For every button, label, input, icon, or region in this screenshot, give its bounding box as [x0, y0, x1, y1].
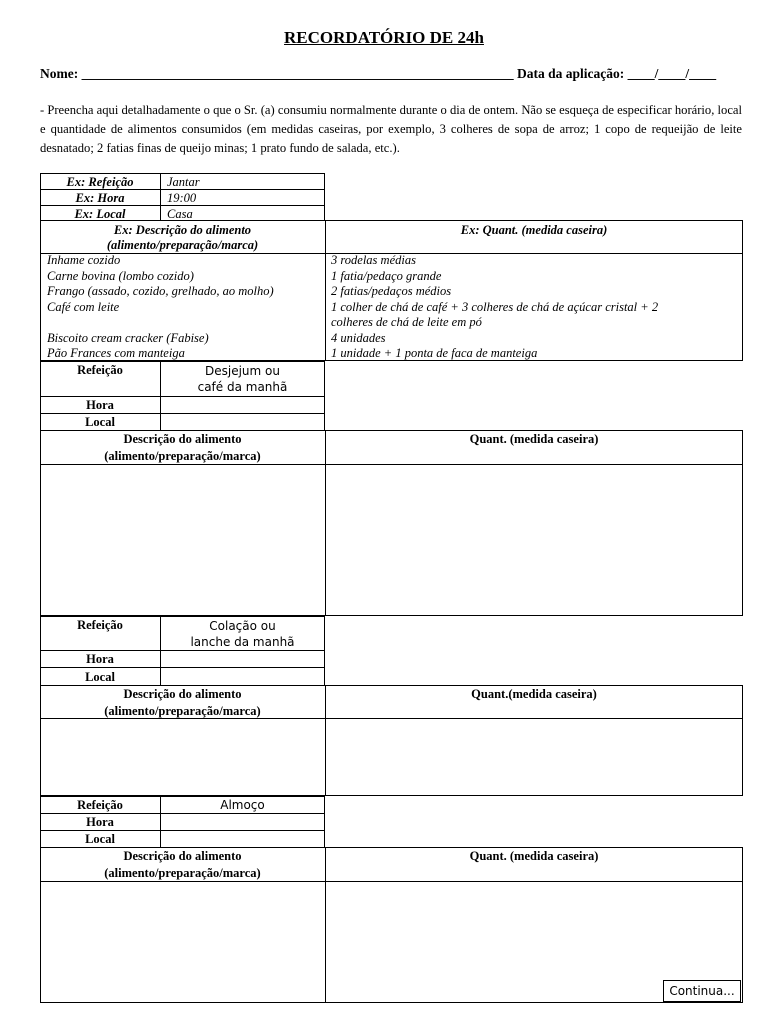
nome-label: Nome: [40, 66, 79, 81]
example-quantity-item: 1 unidade + 1 ponta de faca de manteiga [331, 346, 538, 360]
example-food-item: Pão Frances com manteiga [47, 346, 185, 360]
example-quantities-list [331, 253, 658, 362]
refeicao-label: Refeição [77, 618, 123, 632]
hora-input[interactable] [161, 814, 324, 830]
desc-header-2: (alimento/preparação/marca) [104, 449, 261, 463]
hora-label: Hora [86, 652, 114, 666]
page-title: RECORDATÓRIO DE 24h [284, 28, 484, 47]
quant-input-area[interactable] [326, 719, 742, 795]
local-input[interactable] [161, 831, 324, 847]
example-quant-header: Ex: Quant. (medida caseira) [460, 223, 608, 237]
desc-header-1: Descrição do alimento [123, 432, 242, 446]
continua-box: Continua... [663, 980, 741, 1002]
example-quantity-item: 1 colher de chá de café + 3 colheres de chá de açúcar cristal + 2 [331, 299, 659, 314]
desc-input-area[interactable] [41, 882, 324, 1002]
data-aplicacao-label: Data da aplicação: [516, 66, 625, 81]
example-local-value: Casa [167, 207, 193, 221]
example-desc-header-2: (alimento/preparação/marca) [106, 238, 259, 252]
example-food-item: Biscoito cream cracker (Fabise) [47, 330, 209, 345]
local-label: Local [85, 832, 115, 846]
local-input[interactable] [161, 414, 324, 430]
divider [40, 205, 325, 206]
quant-header: Quant. (medida caseira) [469, 432, 599, 446]
name-date-line [40, 66, 716, 82]
example-hora-value: 19:00 [167, 191, 197, 205]
example-refeicao-value: Jantar [167, 175, 200, 189]
desc-input-area[interactable] [41, 465, 324, 615]
instructions-text: - Preencha aqui detalhadamente o que o Sr. (a) consumiu normalmente durante o dia de ontem. Não se esqueça de especificar horário, local e quantidade de alimentos consumidos (em medidas caseiras, por exemplo, 3 colheres de sopa de arroz; 1 copo de requeijão de leite desnatado; 2 fatias finas de queijo minas; 1 prato fundo de salada, etc.). [40, 103, 742, 155]
meal-name-line2: café da manhã [197, 380, 288, 394]
local-label: Local [85, 670, 115, 684]
hora-input[interactable] [161, 397, 324, 413]
example-food-item: Inhame cozido [47, 253, 121, 267]
local-input[interactable] [161, 668, 324, 685]
example-food-item [47, 315, 274, 331]
example-local-label: Ex: Local [74, 207, 126, 221]
refeicao-label: Refeição [77, 363, 123, 377]
meal-name-line1: Desjejum ou [205, 364, 280, 378]
example-food-item: Carne bovina (lombo cozido) [47, 268, 194, 283]
meal-name-line2: lanche da manhã [190, 635, 295, 649]
meal-name-line1: Almoço [220, 798, 265, 812]
quant-header: Quant. (medida caseira) [469, 849, 599, 863]
desc-header-2: (alimento/preparação/marca) [104, 704, 261, 718]
example-food-item: Café com leite [47, 299, 120, 314]
example-refeicao-label: Ex: Refeição [66, 175, 134, 189]
example-quantity-item: 4 unidades [331, 330, 386, 345]
example-food-item: Frango (assado, cozido, grelhado, ao molho) [47, 284, 274, 298]
example-quantity-item: 2 fatias/pedaços médios [331, 284, 452, 298]
refeicao-label: Refeição [77, 798, 123, 812]
hora-input[interactable] [161, 651, 324, 667]
meal-name-line1: Colação ou [209, 619, 276, 633]
example-quantity-item: 1 fatia/pedaço grande [331, 268, 442, 283]
nome-field[interactable]: ________________________________________________________________ [81, 66, 514, 81]
divider [325, 220, 326, 361]
data-aplicacao-field[interactable]: ____/____/____ [627, 66, 717, 81]
hora-label: Hora [86, 815, 114, 829]
desc-input-area[interactable] [41, 719, 324, 795]
example-quantity-item: colheres de chá de leite em pó [331, 315, 482, 329]
quant-header: Quant.(medida caseira) [471, 687, 597, 701]
divider [40, 189, 325, 190]
example-foods-list [47, 253, 274, 362]
quant-input-area[interactable] [326, 465, 742, 615]
quant-input-area[interactable] [326, 882, 662, 1002]
desc-header-2: (alimento/preparação/marca) [104, 866, 261, 880]
example-desc-header-1: Ex: Descrição do alimento [113, 223, 252, 237]
divider [160, 173, 161, 221]
local-label: Local [85, 415, 115, 429]
desc-header-1: Descrição do alimento [123, 849, 242, 863]
example-hora-label: Ex: Hora [75, 191, 125, 205]
example-quantity-item: 3 rodelas médias [331, 253, 416, 267]
hora-label: Hora [86, 398, 114, 412]
desc-header-1: Descrição do alimento [123, 687, 242, 701]
